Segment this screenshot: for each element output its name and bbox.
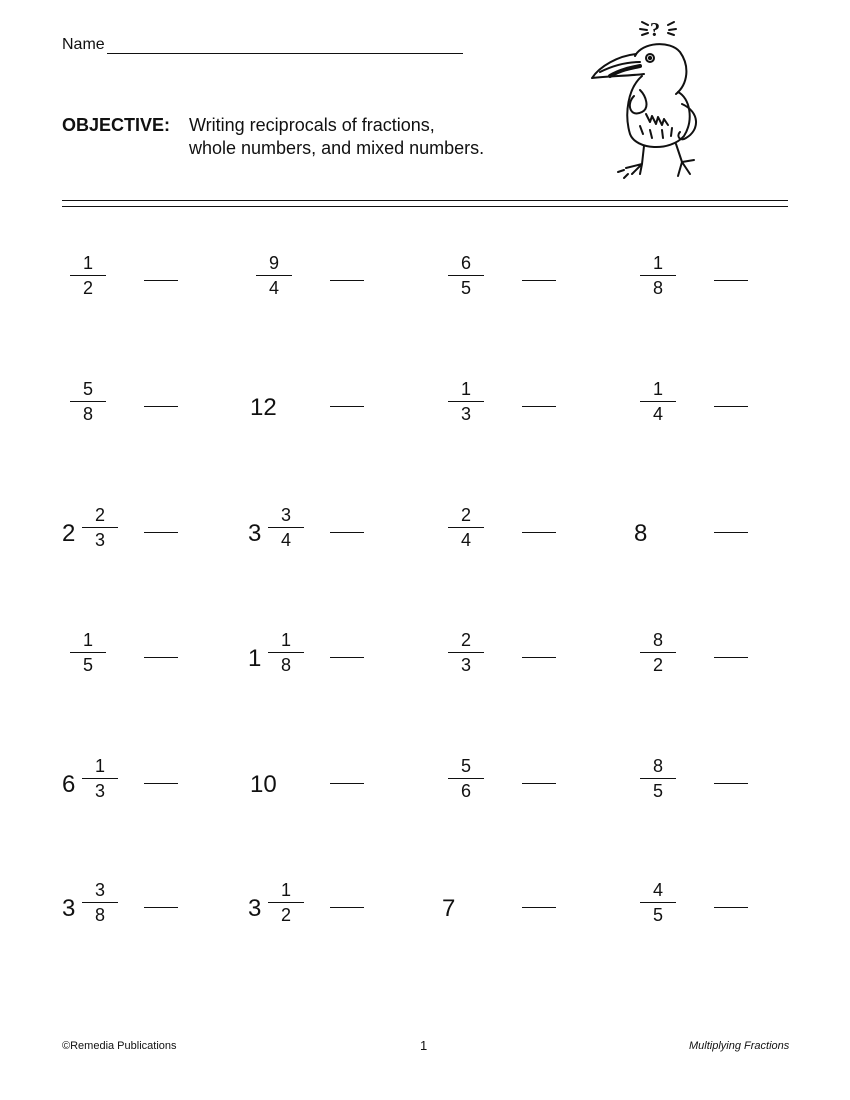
answer-blank[interactable] — [522, 907, 556, 908]
answer-blank[interactable] — [522, 532, 556, 533]
denominator: 3 — [460, 655, 471, 675]
numerator: 5 — [460, 756, 471, 776]
answer-blank[interactable] — [144, 406, 178, 407]
answer-blank[interactable] — [522, 280, 556, 281]
answer-blank[interactable] — [330, 406, 364, 407]
whole-number: 3 — [62, 895, 76, 922]
question-mark: ? — [650, 19, 660, 41]
denominator: 5 — [460, 278, 471, 298]
numerator: 6 — [460, 253, 471, 273]
denominator: 2 — [82, 278, 93, 298]
fraction — [448, 755, 484, 802]
answer-blank[interactable] — [330, 657, 364, 658]
answer-blank[interactable] — [522, 657, 556, 658]
objective-text — [189, 114, 484, 160]
objective — [62, 114, 485, 158]
fraction-bar — [448, 527, 484, 528]
numerator: 1 — [82, 253, 93, 273]
fraction-bar — [640, 401, 676, 402]
answer-blank[interactable] — [144, 657, 178, 658]
numerator: 5 — [82, 379, 93, 399]
fraction-bar — [448, 275, 484, 276]
fraction — [82, 755, 118, 802]
numerator: 1 — [460, 379, 471, 399]
whole-number: 10 — [250, 771, 277, 798]
fraction-bar — [448, 778, 484, 779]
numerator: 2 — [460, 505, 471, 525]
answer-blank[interactable] — [144, 280, 178, 281]
book-title: Multiplying Fractions — [689, 1040, 790, 1052]
denominator: 6 — [460, 781, 471, 801]
fraction-bar — [70, 652, 106, 653]
denominator: 8 — [652, 278, 663, 298]
denominator: 5 — [82, 655, 93, 675]
answer-blank[interactable] — [522, 783, 556, 784]
fraction — [268, 504, 304, 551]
answer-blank[interactable] — [330, 280, 364, 281]
objective-label: OBJECTIVE: — [62, 115, 171, 135]
fraction-bar — [640, 275, 676, 276]
denominator: 4 — [652, 404, 663, 424]
page-number: 1 — [420, 1038, 428, 1053]
numerator: 8 — [652, 756, 663, 776]
fraction — [640, 378, 676, 425]
denominator: 2 — [280, 905, 291, 925]
name-field — [62, 36, 463, 54]
numerator: 2 — [460, 630, 471, 650]
fraction-bar — [640, 652, 676, 653]
fraction — [448, 378, 484, 425]
fraction — [82, 879, 118, 926]
fraction — [448, 252, 484, 299]
numerator: 2 — [94, 505, 105, 525]
numerator: 1 — [280, 630, 291, 650]
whole-number: 12 — [250, 394, 277, 421]
denominator: 4 — [280, 530, 291, 550]
fraction-bar — [448, 401, 484, 402]
whole-number: 2 — [62, 520, 76, 547]
numerator: 8 — [652, 630, 663, 650]
numerator: 1 — [652, 253, 663, 273]
numerator: 4 — [652, 880, 663, 900]
answer-blank[interactable] — [330, 532, 364, 533]
whole-number: 7 — [442, 895, 456, 922]
answer-blank[interactable] — [714, 783, 748, 784]
answer-blank[interactable] — [714, 657, 748, 658]
answer-blank[interactable] — [714, 907, 748, 908]
whole-number: 3 — [248, 895, 262, 922]
numerator: 1 — [94, 756, 105, 776]
answer-blank[interactable] — [330, 907, 364, 908]
fraction-bar — [82, 527, 118, 528]
whole-number: 8 — [634, 520, 648, 547]
answer-blank[interactable] — [144, 783, 178, 784]
numerator: 1 — [652, 379, 663, 399]
fraction — [268, 629, 304, 676]
publisher-credit: ©Remedia Publications — [62, 1040, 177, 1052]
fraction — [448, 629, 484, 676]
denominator: 3 — [94, 530, 105, 550]
fraction — [640, 755, 676, 802]
answer-blank[interactable] — [714, 406, 748, 407]
objective-line-1: Writing reciprocals of fractions, — [189, 115, 435, 135]
denominator: 3 — [460, 404, 471, 424]
fraction — [640, 252, 676, 299]
denominator: 3 — [94, 781, 105, 801]
objective-line-2: whole numbers, and mixed numbers. — [189, 138, 485, 158]
denominator: 5 — [652, 905, 663, 925]
answer-blank[interactable] — [330, 783, 364, 784]
header-divider-top — [62, 200, 788, 201]
fraction-bar — [268, 527, 304, 528]
fraction — [448, 504, 484, 551]
denominator: 8 — [94, 905, 105, 925]
whole-number: 6 — [62, 771, 76, 798]
fraction — [70, 629, 106, 676]
fraction-bar — [448, 652, 484, 653]
numerator: 3 — [94, 880, 105, 900]
whole-number: 3 — [248, 520, 262, 547]
answer-blank[interactable] — [144, 907, 178, 908]
whole-number: 1 — [248, 645, 262, 672]
fraction — [640, 879, 676, 926]
fraction — [268, 879, 304, 926]
header-divider-bottom — [62, 206, 788, 207]
denominator: 8 — [280, 655, 291, 675]
denominator: 2 — [652, 655, 663, 675]
denominator: 4 — [460, 530, 471, 550]
numerator: 3 — [280, 505, 291, 525]
fraction-bar — [70, 275, 106, 276]
answer-blank[interactable] — [522, 406, 556, 407]
answer-blank[interactable] — [714, 532, 748, 533]
fraction — [256, 252, 292, 299]
denominator: 5 — [652, 781, 663, 801]
fraction-bar — [268, 902, 304, 903]
fraction — [640, 629, 676, 676]
answer-blank[interactable] — [714, 280, 748, 281]
fraction — [70, 378, 106, 425]
fraction-bar — [70, 401, 106, 402]
numerator: 1 — [280, 880, 291, 900]
numerator: 1 — [82, 630, 93, 650]
answer-blank[interactable] — [144, 532, 178, 533]
fraction-bar — [640, 902, 676, 903]
confused-toucan-icon — [580, 14, 710, 184]
name-label: Name — [62, 36, 105, 53]
denominator: 8 — [82, 404, 93, 424]
name-input-line[interactable] — [107, 37, 463, 54]
numerator: 9 — [268, 253, 279, 273]
fraction-bar — [640, 778, 676, 779]
fraction-bar — [268, 652, 304, 653]
fraction-bar — [82, 778, 118, 779]
fraction — [82, 504, 118, 551]
fraction-bar — [82, 902, 118, 903]
denominator: 4 — [268, 278, 279, 298]
fraction-bar — [256, 275, 292, 276]
fraction — [70, 252, 106, 299]
